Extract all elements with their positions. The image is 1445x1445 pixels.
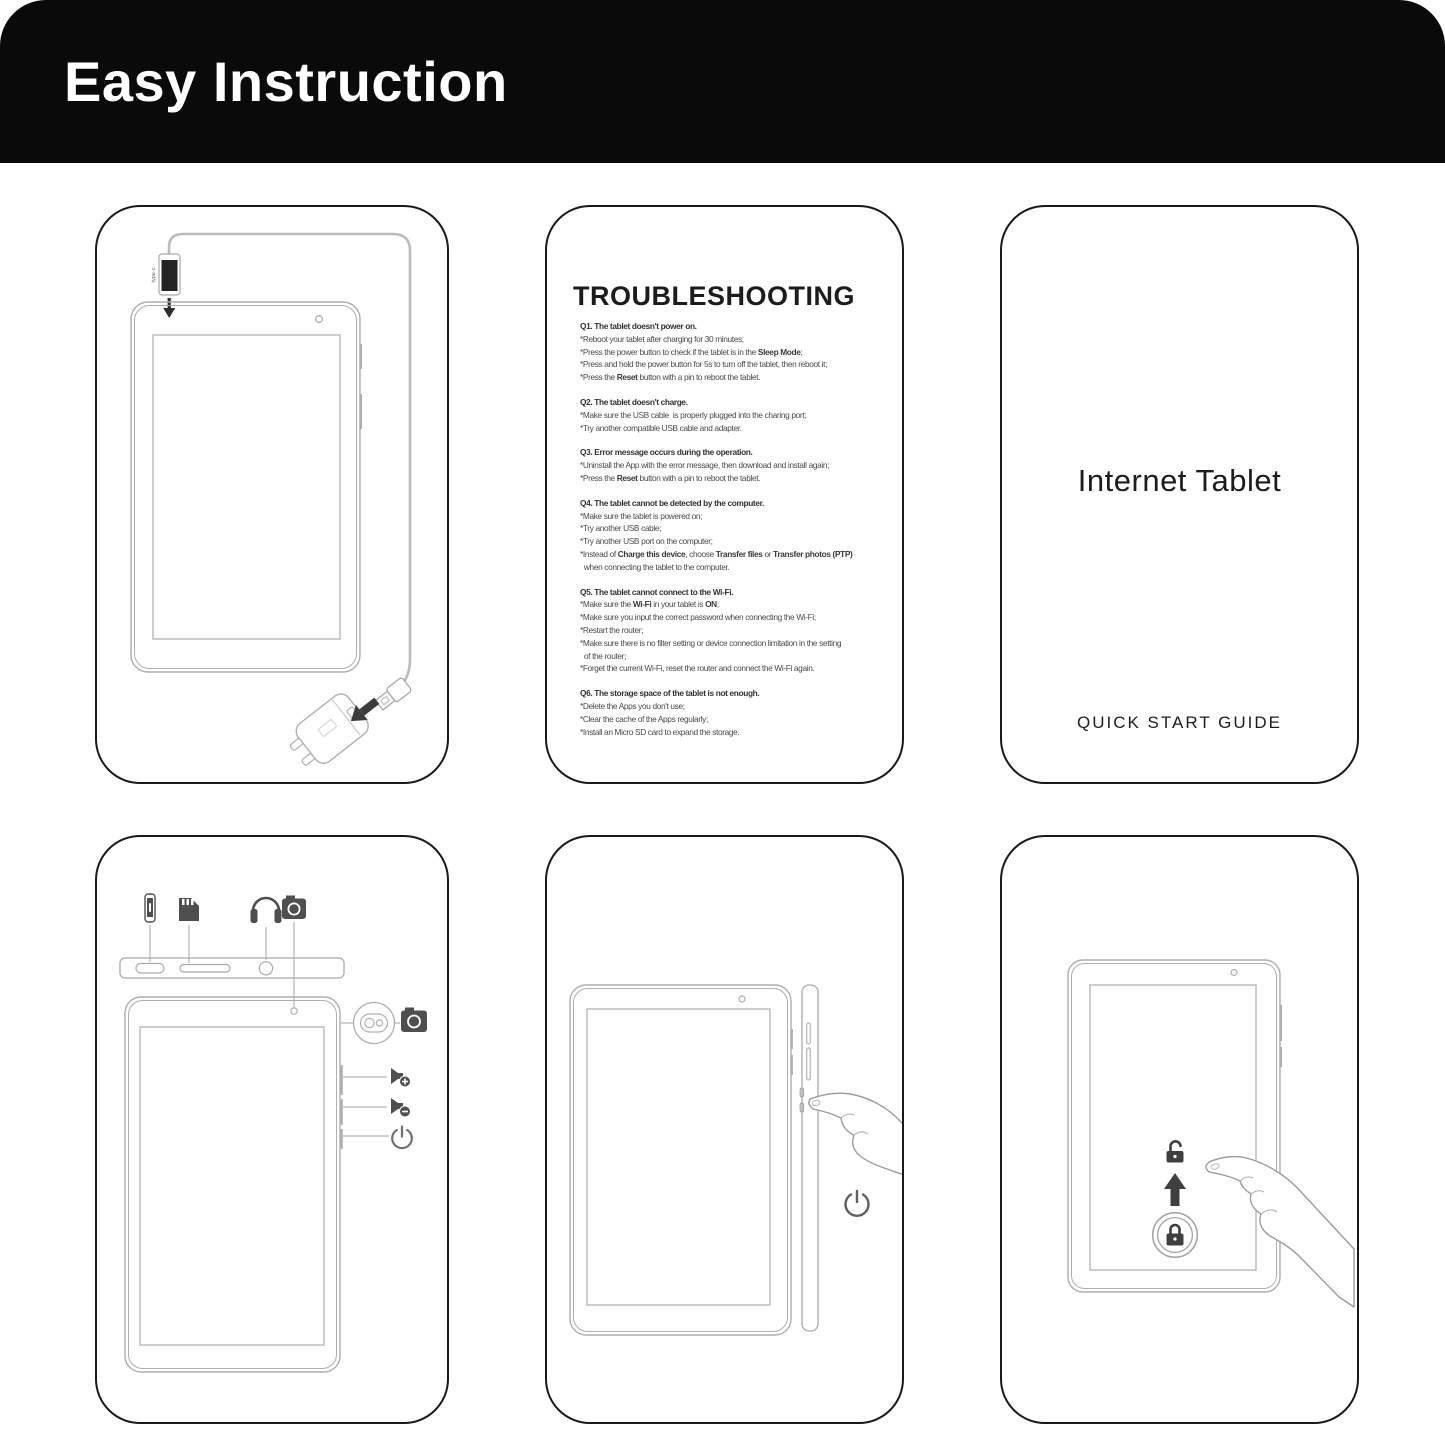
front-camera — [291, 1008, 297, 1014]
qa-answer-line: *Make sure there is no filter setting or device connection limitation in the setting — [580, 637, 842, 648]
power-icon — [392, 1127, 412, 1149]
screen — [587, 1009, 770, 1305]
charger-icon — [283, 690, 372, 775]
panel-unlock — [1000, 835, 1359, 1424]
page-title: Easy Instruction — [64, 50, 508, 113]
camera-icon — [401, 1008, 427, 1033]
tablet-top-edge-illustration — [120, 958, 344, 978]
qa-question: Q5. The tablet cannot connect to the Wi-Fi. — [580, 586, 734, 597]
usb-plug-icon — [374, 677, 412, 712]
volume-down-icon — [391, 1098, 411, 1117]
qa-item — [580, 497, 894, 574]
qa-item — [580, 586, 894, 676]
qa-answer-line: *Instead of Charge this device, choose Transfer files or Transfer photos (PTP) — [580, 548, 853, 559]
qa-answer-line: *Forget the current Wi-Fi, reset the router and connect the Wi-Fi again. — [580, 663, 815, 674]
qa-answer-line: *Delete the Apps you don't use; — [580, 700, 685, 711]
qa-answer-line: *Press the power button to check if the tablet is in the Sleep Mode; — [580, 346, 803, 357]
front-camera — [316, 316, 323, 323]
charging-illustration — [97, 207, 447, 782]
qa-answer-line: of the router; — [580, 650, 627, 661]
connector-label: type-c — [151, 267, 157, 283]
screen — [140, 1027, 324, 1345]
volume-rocker — [807, 1023, 811, 1044]
guide-label: QUICK START GUIDE — [1077, 713, 1282, 732]
qa-answer-line: *Press the Reset button with a pin to reboot the tablet. — [580, 472, 761, 483]
qa-answer-line: *Press and hold the power button for 5s to turn off the tablet, then reboot it; — [580, 359, 828, 370]
front-camera — [1231, 970, 1237, 976]
qa-item — [580, 446, 894, 484]
usb-type-c-connector — [151, 254, 180, 295]
qa-answer-line: *Make sure you input the correct password when connecting the Wi-Fi; — [580, 612, 816, 623]
screen — [153, 335, 340, 639]
headphones-icon — [251, 898, 282, 923]
troubleshooting-title: TROUBLESHOOTING — [573, 281, 855, 311]
front-camera-callout — [354, 1003, 395, 1044]
sd-slot — [180, 965, 230, 973]
arrow-up-icon — [1164, 1173, 1186, 1206]
panel-power-on — [545, 835, 904, 1424]
qa-answer-line: *Make sure the USB cable is properly plugged into the charing port; — [580, 409, 807, 420]
qa-answer-line: *Try another USB port on the computer; — [580, 536, 713, 547]
panel-charging — [95, 205, 449, 784]
tablet-front-illustration — [125, 997, 342, 1372]
volume-up-icon — [391, 1068, 411, 1087]
qa-question: Q4. The tablet cannot be detected by the computer. — [580, 497, 764, 508]
usb-port — [136, 964, 164, 974]
tablet-front-illustration — [131, 302, 361, 672]
qa-answer-line: *Make sure the Wi-Fi in your tablet is ON; — [580, 599, 719, 610]
qa-answer-line: *Clear the cache of the Apps regularly; — [580, 713, 708, 724]
pointing-hand-icon — [809, 1093, 902, 1175]
qa-answer-line: *Try another USB cable; — [580, 523, 662, 534]
front-camera — [739, 996, 745, 1002]
header-banner — [0, 0, 1445, 163]
headphone-jack — [259, 962, 272, 975]
qa-answer-line: *Uninstall the App with the error message, then download and install again; — [580, 460, 830, 471]
micro-sd-card-icon — [179, 898, 199, 921]
insert-arrow-icon — [163, 298, 175, 318]
qa-item — [580, 687, 894, 738]
qa-answer-line: *Reboot your tablet after charging for 30 minutes; — [580, 333, 744, 344]
power-on-illustration — [547, 837, 902, 1422]
qa-answer-line: *Press the Reset button with a pin to reboot the tablet. — [580, 372, 761, 383]
qa-question: Q6. The storage space of the tablet is not enough. — [580, 688, 760, 699]
tablet-side-illustration — [800, 985, 818, 1331]
qa-question: Q3. Error message occurs during the operation. — [580, 447, 753, 458]
panel-ports — [95, 835, 449, 1424]
unlock-illustration — [1002, 837, 1357, 1422]
qa-question: Q1. The tablet doesn't power on. — [580, 321, 697, 331]
qa-item — [580, 320, 894, 384]
usb-type-c-icon — [145, 894, 155, 922]
panel-cover — [1000, 205, 1359, 784]
product-name: Internet Tablet — [1077, 463, 1282, 498]
qa-answer-line: *Install an Micro SD card to expand the storage. — [580, 726, 740, 737]
qa-item — [580, 396, 894, 434]
qa-question: Q2. The tablet doesn't charge. — [580, 396, 688, 407]
panel-troubleshooting — [545, 205, 904, 784]
unlock-icon — [1167, 1141, 1184, 1162]
power-icon — [846, 1191, 869, 1216]
lock-button-icon — [1153, 1213, 1198, 1258]
qa-answer-line: when connecting the tablet to the computer. — [580, 561, 730, 572]
qa-answer-line: *Restart the router; — [580, 624, 644, 635]
ports-illustration — [97, 837, 447, 1422]
qa-answer-line: *Try another compatible USB cable and adapter. — [580, 422, 742, 433]
tablet-front-illustration — [570, 985, 792, 1335]
troubleshooting-body — [580, 320, 894, 750]
camera-icon — [282, 896, 306, 920]
qa-answer-line: *Make sure the tablet is powered on; — [580, 510, 703, 521]
pointing-hand-icon — [1206, 1157, 1354, 1307]
